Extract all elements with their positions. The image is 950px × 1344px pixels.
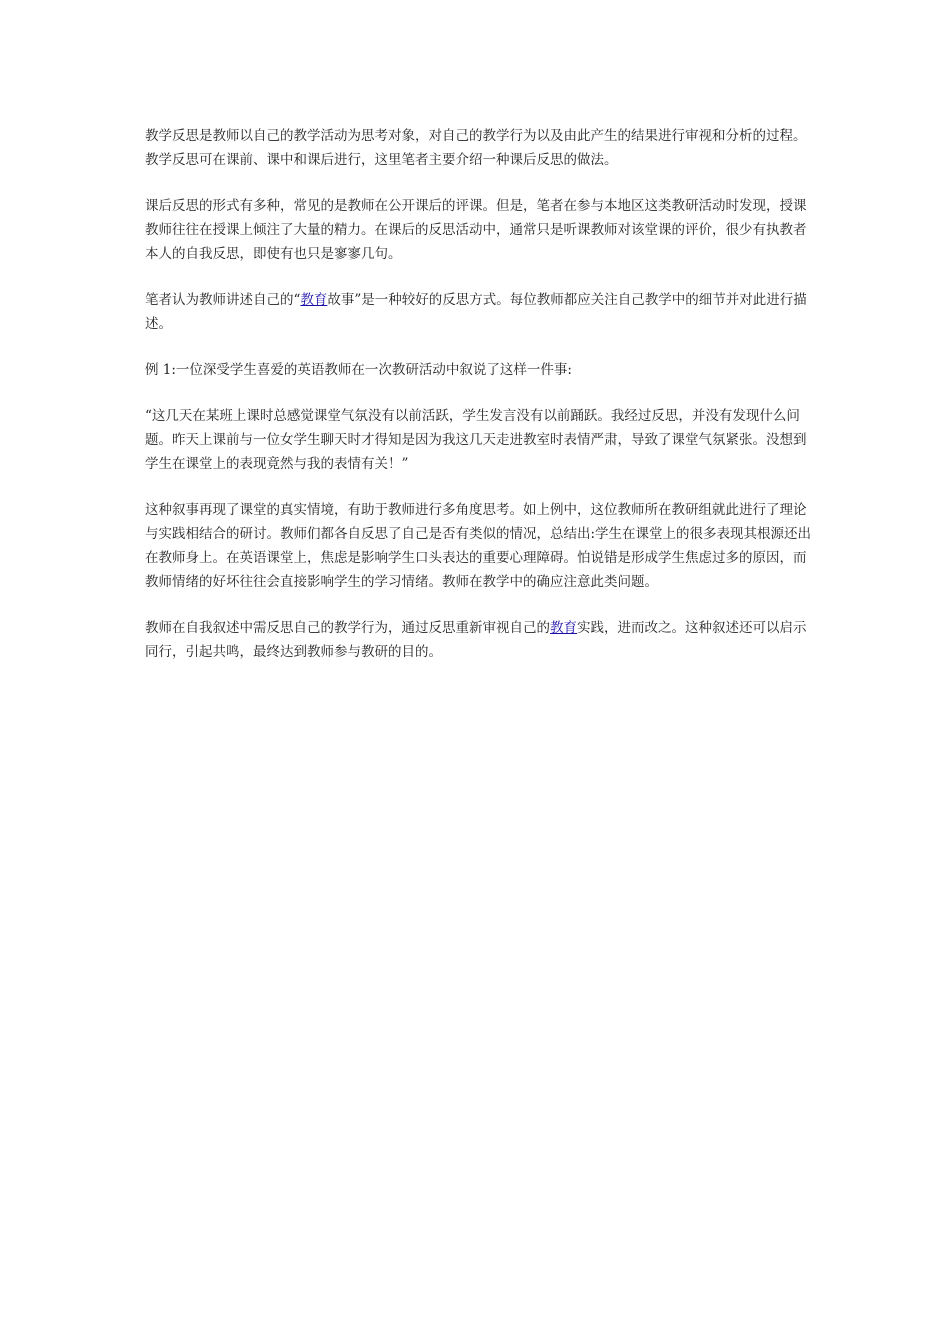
article-body <box>145 124 813 686</box>
paragraph-conclusion-text-before: 教师在自我叙述中需反思自己的教学行为，通过反思重新审视自己的 <box>145 620 550 636</box>
education-link-2[interactable]: 教育 <box>550 620 577 636</box>
paragraph-conclusion <box>145 616 813 664</box>
paragraph-storytelling-text-before: 笔者认为教师讲述自己的“ <box>145 292 301 308</box>
paragraph-storytelling <box>145 288 813 336</box>
paragraph-example-quote: “这几天在某班上课时总感觉课堂气氛没有以前活跃，学生发言没有以前踊跃。我经过反思，并没有发现什么问题。昨天上课前与一位女学生聊天时才得知是因为我这几天走进教室时表情严肃，导致了课堂气氛紧张。没想到学生在课堂上的表现竟然与我的表情有关！” <box>145 408 807 472</box>
paragraph-analysis: 这种叙事再现了课堂的真实情境，有助于教师进行多角度思考。如上例中，这位教师所在教研组就此进行了理论与实践相结合的研讨。教师们都各自反思了自己是否有类似的情况，总结出:学生在课堂上的很多表现其根源还出在教师身上。在英语课堂上，焦虑是影响学生口头表达的重要心理障碍。怕说错是形成学生焦虑过多的原因，而教师情绪的好坏往往会直接影响学生的学习情绪。教师在教学中的确应注意此类问题。 <box>145 502 812 590</box>
paragraph-storytelling-text-after: 故事”是一种较好的反思方式。每位教师都应关注自己教学中的细节并对此进行描述。 <box>145 292 807 332</box>
paragraph-conclusion-text-after: 实践，进而改之。这种叙述还可以启示同行，引起共鸣，最终达到教师参与教研的目的。 <box>145 620 807 660</box>
paragraph-intro: 教学反思是教师以自己的教学活动为思考对象，对自己的教学行为以及由此产生的结果进行审视和分析的过程。教学反思可在课前、课中和课后进行，这里笔者主要介绍一种课后反思的做法。 <box>145 128 807 168</box>
paragraph-post-class-reflection: 课后反思的形式有多种，常见的是教师在公开课后的评课。但是，笔者在参与本地区这类教研活动时发现，授课教师往往在授课上倾注了大量的精力。在课后的反思活动中，通常只是听课教师对该堂课的评价，很少有执教者本人的自我反思，即使有也只是寥寥几句。 <box>145 198 807 262</box>
paragraph-example-intro: 例 1:一位深受学生喜爱的英语教师在一次教研活动中叙说了这样一件事: <box>145 362 572 378</box>
education-link[interactable]: 教育 <box>300 292 328 308</box>
